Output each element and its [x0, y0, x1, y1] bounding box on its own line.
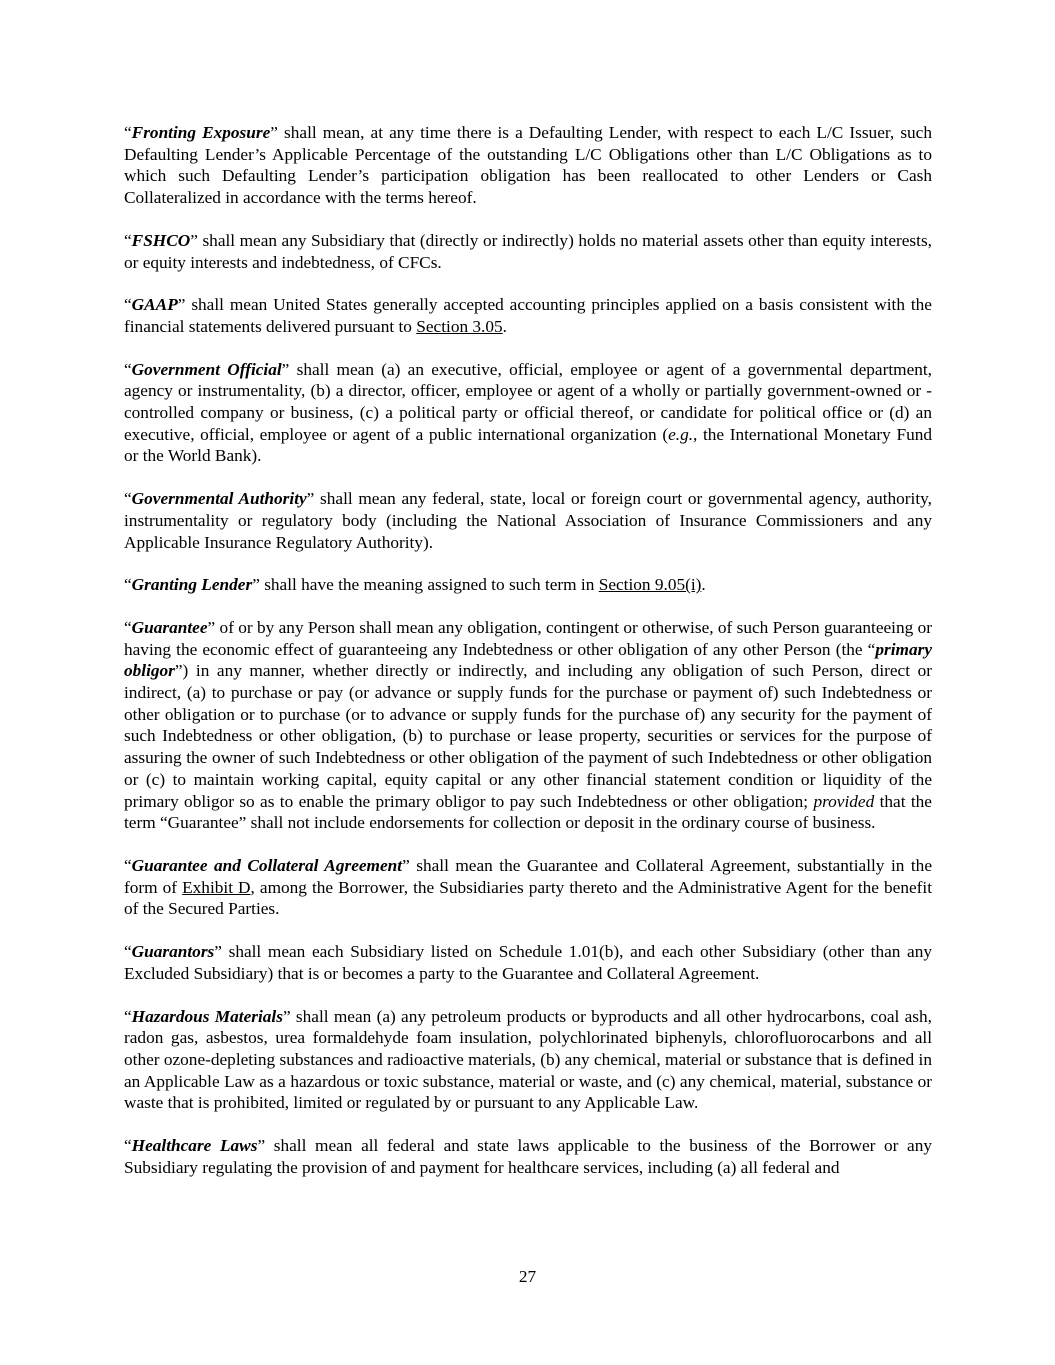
definition-text-end: .	[502, 316, 507, 336]
definition-governmental-authority: “Governmental Authority” shall mean any federal, state, local or foreign court or governmental agency, authority, instrumentality or regulatory body (including the National Association of Insurance Commissioners and any Applicable Insurance Regulatory Authority).	[124, 489, 932, 552]
definition-text-end: that the term “Guarantee” shall not include endorsements for collection or deposit in the ordinary course of business.	[124, 791, 932, 833]
definition-text-end: .	[701, 575, 706, 595]
definition-fronting-exposure: “Fronting Exposure” shall mean, at any time there is a Defaulting Lender, with respect to each L/C Issuer, such Defaulting Lender’s Applicable Percentage of the outstanding L/C Obligations other than L/C Obligations as to which such Defaulting Lender’s participation obligation has been reallocated to other Lenders or Cash Collateralized in accordance with the terms hereof.	[124, 123, 932, 208]
definition-text: shall mean, at any time there is a Defaulting Lender, with respect to each L/C Issuer, such Defaulting Lender’s Applicable Percentage of the outstanding L/C Obligations other than L/C Obligations as to which such Defaulting Lender’s participation obligation has been reallocated to other Lenders or Cash Collateralized in accordance with the terms hereof.	[124, 123, 932, 208]
definition-text: of or by any Person shall mean any obligation, contingent or otherwise, of such Person guaranteeing or having the economic effect of guaranteeing any Indebtedness or other obligation of any other Person (the “	[124, 617, 932, 659]
document-page	[124, 122, 932, 1199]
italic-text: e.g.	[668, 424, 694, 444]
defined-term: GAAP	[131, 295, 178, 315]
definition-text-end: , among the Borrower, the Subsidiaries party thereto and the Administrative Agent for the benefit of the Secured Parties.	[124, 877, 932, 919]
definition-text: shall have the meaning assigned to such term in	[264, 575, 595, 595]
definition-text-end: , the International Monetary Fund or the World Bank).	[124, 424, 932, 466]
definition-guarantee-and-collateral-agreement: “Guarantee and Collateral Agreement” shall mean the Guarantee and Collateral Agreement, substantially in the form of Exhibit D, among the Borrower, the Subsidiaries party thereto and the Administrative Agent for the benefit of the Secured Parties.	[124, 855, 932, 919]
definition-healthcare-laws: “Healthcare Laws” shall mean all federal and state laws applicable to the business of the Borrower or any Subsidiary regulating the provision of and payment for healthcare services, including (a) all federal and	[124, 1136, 933, 1177]
definition-text: shall mean (a) an executive, official, employee or agent of a governmental department, agency or instrumentality, (b) a director, officer, employee or agent of a wholly or partially government-owned or -controlled company or business, (c) a political party or official thereof, or candidate for political office or (d) an executive, official, employee or agent of a public international organization (	[124, 359, 932, 444]
definition-text-middle: ”) in any manner, whether directly or indirectly, and including any obligation of such Person, direct or indirect, (a) to purchase or pay (or advance or supply funds for the purchase or payment of) such Indebtedness or other obligation or to purchase (or to advance or supply funds for the purchase of) any security for the payment of such Indebtedness or other obligation, (b) to purchase or lease property, securities or services for the purpose of assuring the owner of such Indebtedness or other obligation of the payment of such Indebtedness or other obligation or (c) to maintain working capital, equity capital or any other financial statement condition or liquidity of the primary obligor so as to enable the primary obligor to pay such Indebtedness or other obligation;	[124, 661, 932, 811]
definition-guarantors: “Guarantors” shall mean each Subsidiary listed on Schedule 1.01(b), and each other Subsidiary (other than any Excluded Subsidiary) that is or becomes a party to the Guarantee and Collateral Agreement.	[124, 942, 932, 983]
italic-text: provided	[813, 791, 875, 811]
section-reference: Section 9.05(i)	[598, 575, 702, 595]
definition-text: shall mean the Guarantee and Collateral Agreement, substantially in the form of	[124, 855, 932, 897]
definition-text: shall mean any Subsidiary that (directly or indirectly) holds no material assets other than equity interests, or equity interests and indebtedness, of CFCs.	[124, 230, 932, 272]
definition-gaap: “GAAP” shall mean United States generally accepted accounting principles applied on a basis consistent with the financial statements delivered pursuant to Section 3.05.	[124, 295, 932, 336]
section-reference: Section 3.05	[416, 316, 503, 336]
inner-defined-term: primary obligor	[124, 639, 932, 681]
definition-text: shall mean all federal and state laws applicable to the business of the Borrower or any Subsidiary regulating the provision of and payment for healthcare services, including (a) all federal and	[124, 1136, 933, 1177]
definition-text: shall mean each Subsidiary listed on Schedule 1.01(b), and each other Subsidiary (other than any Excluded Subsidiary) that is or becomes a party to the Guarantee and Collateral Agreement.	[124, 942, 932, 983]
defined-term: Guarantee	[131, 617, 208, 637]
defined-term: Guarantors	[131, 942, 215, 962]
definition-granting-lender: “Granting Lender” shall have the meaning assigned to such term in Section 9.05(i).	[124, 575, 706, 595]
defined-term: Governmental Authority	[131, 489, 307, 509]
defined-term: Granting Lender	[131, 575, 253, 595]
definition-guarantee: “Guarantee” of or by any Person shall mean any obligation, contingent or otherwise, of such Person guaranteeing or having the economic effect of guaranteeing any Indebtedness or other obligation of any other Person (the “primary obligor”) in any manner, whether directly or indirectly, and including any obligation of such Person, direct or indirect, (a) to purchase or pay (or advance or supply funds for the purchase or payment of) such Indebtedness or other obligation or to purchase (or to advance or supply funds for the purchase of) any security for the payment of such Indebtedness or other obligation, (b) to purchase or lease property, securities or services for the purpose of assuring the owner of such Indebtedness or other obligation of the payment of such Indebtedness or other obligation or (c) to maintain working capital, equity capital or any other financial statement condition or liquidity of the primary obligor so as to enable the primary obligor to pay such Indebtedness or other obligation; provided that the term “Guarantee” shall not include endorsements for collection or deposit in the ordinary course of business.	[124, 617, 932, 833]
defined-term: Healthcare Laws	[131, 1136, 258, 1156]
definition-hazardous-materials: “Hazardous Materials” shall mean (a) any petroleum products or byproducts and all other hydrocarbons, coal ash, radon gas, asbestos, urea formaldehyde foam insulation, polychlorinated biphenyls, chlorofluorocarbons and all other ozone-depleting substances and radioactive materials, (b) any chemical, material or substance that is defined in an Applicable Law as a hazardous or toxic substance, material or waste, and (c) any chemical, material, substance or waste that is prohibited, limited or regulated by or pursuant to any Applicable Law.	[124, 1006, 932, 1113]
definition-government-official: “Government Official” shall mean (a) an executive, official, employee or agent of a governmental department, agency or instrumentality, (b) a director, officer, employee or agent of a wholly or partially government-owned or -controlled company or business, (c) a political party or official thereof, or candidate for political office or (d) an executive, official, employee or agent of a public international organization (e.g., the International Monetary Fund or the World Bank).	[124, 359, 932, 466]
definition-text: shall mean any federal, state, local or foreign court or governmental agency, authority, instrumentality or regulatory body (including the National Association of Insurance Commissioners and any Applicable Insurance Regulatory Authority).	[124, 489, 932, 552]
definition-text: shall mean (a) any petroleum products or byproducts and all other hydrocarbons, coal ash, radon gas, asbestos, urea formaldehyde foam insulation, polychlorinated biphenyls, chlorofluorocarbons and all other ozone-depleting substances and radioactive materials, (b) any chemical, material or substance that is defined in an Applicable Law as a hazardous or toxic substance, material or waste, and (c) any chemical, material, substance or waste that is prohibited, limited or regulated by or pursuant to any Applicable Law.	[124, 1006, 932, 1113]
defined-term: Government Official	[131, 359, 282, 379]
defined-term: Hazardous Materials	[131, 1006, 283, 1026]
page-number: 27	[518, 1267, 537, 1286]
exhibit-reference: Exhibit D	[182, 877, 251, 897]
defined-term: FSHCO	[131, 230, 191, 250]
definition-text: shall mean United States generally accepted accounting principles applied on a basis consistent with the financial statements delivered pursuant to	[124, 295, 932, 336]
definition-fshco: “FSHCO” shall mean any Subsidiary that (directly or indirectly) holds no material assets other than equity interests, or equity interests and indebtedness, of CFCs.	[124, 230, 932, 272]
defined-term: Fronting Exposure	[131, 123, 271, 142]
defined-term: Guarantee and Collateral Agreement	[131, 855, 403, 875]
